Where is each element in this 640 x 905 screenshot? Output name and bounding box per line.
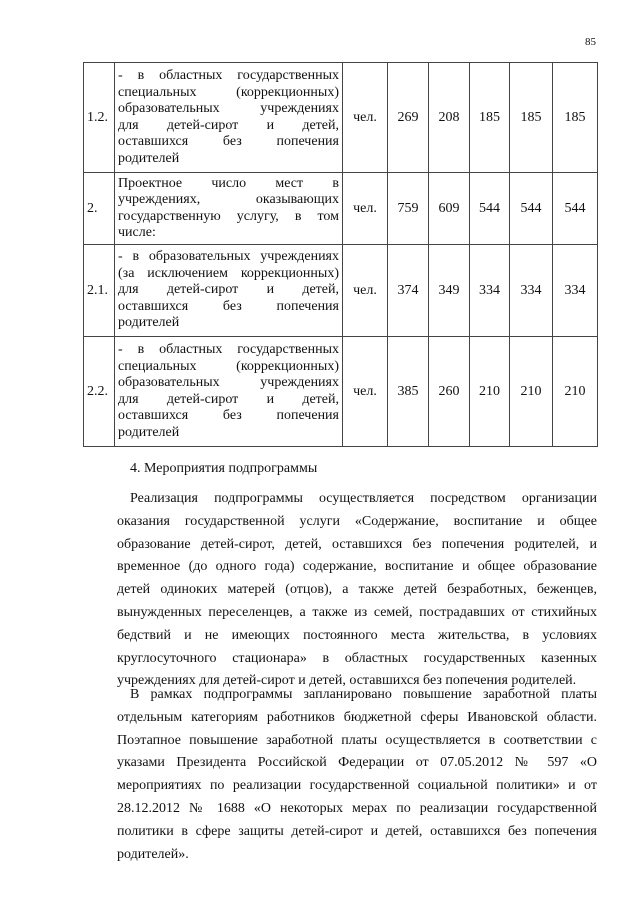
- paragraph-line: мероприятиях по реализации государственной социальной политики» и от: [117, 778, 597, 794]
- description-line: оставшихся без попечения: [118, 134, 339, 149]
- row-value: 544: [470, 173, 510, 245]
- row-value: 544: [553, 173, 598, 245]
- paragraph-line: временное (до одного года) содержание, воспитание и общее образование: [117, 559, 597, 575]
- paragraph-line: вынужденных переселенцев, а также из семей, пострадавших от стихийных: [117, 604, 597, 620]
- row-unit: чел.: [343, 337, 388, 447]
- paragraph-1: [117, 488, 597, 693]
- row-value: 185: [470, 63, 510, 173]
- table-row: [84, 245, 598, 337]
- row-value: 334: [553, 245, 598, 337]
- row-number: 2.1.: [84, 245, 115, 337]
- paragraph-line: образование детей-сирот, детей, оставшихся без попечения родителей, и: [117, 536, 597, 552]
- description-line: (за исключением коррекционных): [118, 265, 339, 281]
- description-line: образовательных учреждениях: [118, 101, 339, 116]
- row-description: [115, 245, 343, 337]
- description-line: - в областных государственных: [118, 342, 339, 357]
- row-value: 385: [388, 337, 429, 447]
- paragraph-line: отдельным категориям работников бюджетной сферы Ивановской области.: [117, 709, 597, 725]
- row-value: 269: [388, 63, 429, 173]
- description-line: оставшихся без попечения: [118, 408, 339, 423]
- description-line: - в образовательных учреждениях: [118, 249, 339, 265]
- paragraph-line: учреждениях для детей-сирот и детей, оставшихся без попечения родителей.: [117, 673, 577, 689]
- row-number: 1.2.: [84, 63, 115, 173]
- row-value: 609: [429, 173, 470, 245]
- table-row: [84, 63, 598, 173]
- paragraph-line: В рамках подпрограммы запланировано повышение заработной платы: [130, 687, 597, 702]
- description-line: для детей-сирот и детей,: [118, 282, 339, 298]
- row-value: 544: [510, 173, 553, 245]
- description-line: родителей: [118, 424, 180, 440]
- paragraph-line: Поэтапное повышение заработной платы осуществляется в соответствии с: [117, 732, 597, 748]
- description-line: учреждениях, оказывающих: [118, 192, 339, 207]
- row-value: 185: [553, 63, 598, 173]
- paragraph-line: 28.12.2012 № 1688 «О некоторых мерах по реализации государственной: [117, 800, 597, 816]
- description-line: - в областных государственных: [118, 68, 339, 83]
- paragraph-line: Реализация подпрограммы осуществляется посредством организации: [130, 491, 597, 506]
- table-row: [84, 173, 598, 245]
- indicators-table: [83, 62, 598, 447]
- row-value: 334: [510, 245, 553, 337]
- row-unit: чел.: [343, 63, 388, 173]
- table-row: [84, 337, 598, 447]
- description-line: специальных (коррекционных): [118, 358, 339, 374]
- paragraph-line: родителей».: [117, 846, 189, 862]
- row-value: 210: [510, 337, 553, 447]
- row-number: 2.2.: [84, 337, 115, 447]
- paragraph-line: бедствий и не имеющих постоянного места жительства, в условиях: [117, 627, 597, 643]
- row-description: [115, 63, 343, 173]
- description-line: оставшихся без попечения: [118, 298, 339, 314]
- row-unit: чел.: [343, 245, 388, 337]
- row-value: 208: [429, 63, 470, 173]
- row-unit: чел.: [343, 173, 388, 245]
- paragraph-line: круглосуточного стационара» в областных государственных казенных: [117, 650, 597, 666]
- row-value: 260: [429, 337, 470, 447]
- row-value: 210: [553, 337, 598, 447]
- section-heading: 4. Мероприятия подпрограммы: [130, 461, 318, 476]
- description-line: для детей-сирот и детей,: [118, 117, 339, 133]
- description-line: специальных (коррекционных): [118, 84, 339, 100]
- paragraph-line: политики в сфере защиты детей-сирот и детей, оставшихся без попечения: [117, 823, 597, 839]
- row-number: 2.: [84, 173, 115, 245]
- page-number: 85: [585, 36, 596, 48]
- row-value: 334: [470, 245, 510, 337]
- description-line: родителей: [118, 150, 180, 166]
- paragraph-line: детей одиноких матерей (отцов), а также детей безработных, беженцев,: [117, 582, 597, 598]
- paragraph-2: [117, 684, 597, 866]
- description-line: числе:: [118, 225, 156, 240]
- row-description: [115, 337, 343, 447]
- description-line: образовательных учреждениях: [118, 375, 339, 390]
- paragraph-line: оказания государственной услуги «Содержание, воспитание и общее: [117, 513, 597, 529]
- description-line: Проектное число мест в: [118, 175, 339, 191]
- description-line: родителей: [118, 315, 180, 331]
- description-line: государственную услугу, в том: [118, 208, 339, 224]
- description-line: для детей-сирот и детей,: [118, 391, 339, 407]
- row-value: 759: [388, 173, 429, 245]
- paragraph-line: указами Президента Российской Федерации от 07.05.2012 № 597 «О: [117, 755, 597, 771]
- row-value: 374: [388, 245, 429, 337]
- row-value: 210: [470, 337, 510, 447]
- row-value: 349: [429, 245, 470, 337]
- row-description: [115, 173, 343, 245]
- row-value: 185: [510, 63, 553, 173]
